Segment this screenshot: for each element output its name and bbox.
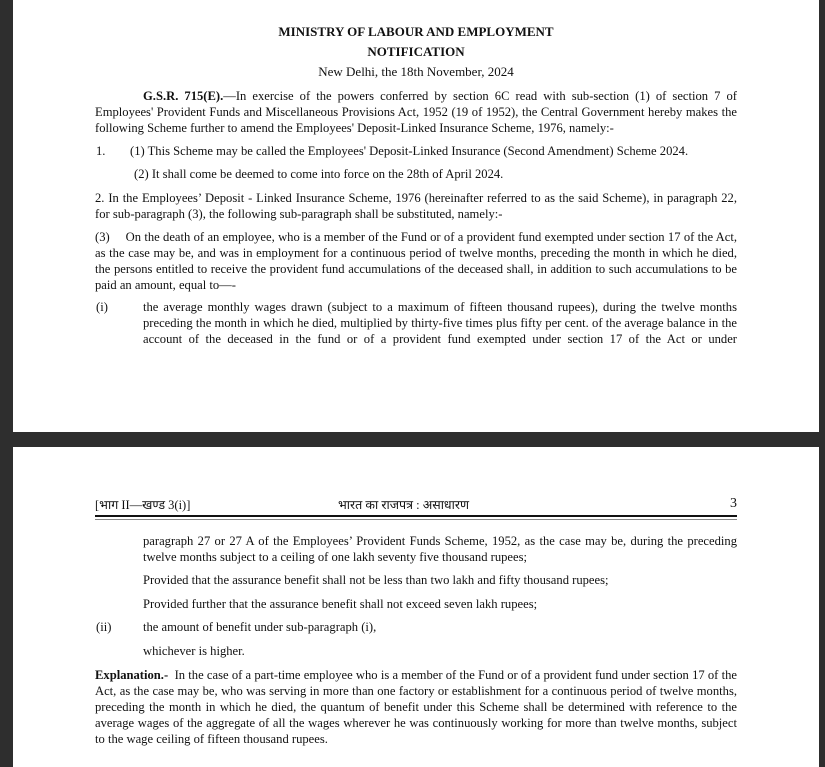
ministry-heading: MINISTRY OF LABOUR AND EMPLOYMENT (278, 24, 554, 39)
place-date: New Delhi, the 18th November, 2024 (318, 64, 514, 79)
header-rule-thick (95, 515, 737, 517)
clause-2-paragraph: 2. In the Employees’ Deposit - Linked Insurance Scheme, 1976 (hereinafter referred to as the said Scheme), in paragraph 22, for sub-paragraph (3), the following sub-paragraph shall be substituted, namely:- (95, 191, 737, 221)
preamble-text: —In exercise of the powers conferred by section 6C read with sub-section (1) of section 7 of Employees' Provident Funds and Miscellaneous Provisions Act, 1952 (19 of 1952), the Central Government hereby makes the following Scheme further to amend the Employees' Deposit-Linked Insurance Scheme, 1976, namely:- (95, 89, 737, 135)
gazette-part-label: [भाग II—खण्ड 3(i)] (95, 498, 191, 512)
explanation-paragraph (95, 667, 741, 747)
explanation-label: Explanation.- (95, 668, 169, 682)
notification-heading: NOTIFICATION (367, 44, 465, 59)
proviso-1: Provided that the assurance benefit shall not be less than two lakh and fifty thousand rupees; (143, 573, 609, 587)
item-i-label: (i) (96, 300, 108, 314)
item-ii-text: the amount of benefit under sub-paragraph (i), (143, 620, 377, 634)
proviso-2: Provided further that the assurance benefit shall not exceed seven lakh rupees; (143, 597, 538, 611)
gsr-label: G.S.R. 715(E). (143, 89, 224, 103)
header-rule-thin (95, 519, 737, 520)
subparagraph-3: (3) On the death of an employee, who is a member of the Fund or of a provident fund exempted under section 17 of the Act, as the case may be, and was in employment for a continuous period of twelve months, preceding the month in which he died, the persons entitled to receive the provident fund accumulations of the deceased shall, in addition to such accumulations to be paid an amount, equal to—- (95, 230, 737, 292)
explanation-text: In the case of a part-time employee who is a member of the Fund or of a provident fund under section 17 of the Act, as the case may be, who was serving in more than one factory or establishment for a continuous period of twelve months, preceding the month in which he died, the quantum of benefit under this Scheme shall be determined with reference to the average wages of the aggregate of all the wages wherever he was continuously working for more than twelve months, subject to the wage ceiling of fifteen thousand rupees. (95, 668, 741, 746)
gazette-running-header (95, 497, 737, 517)
item-i-continued-text: paragraph 27 or 27 A of the Employees’ Provident Funds Scheme, 1952, as the case may be, during the preceding twelve months subject to a ceiling of one lakh seventy five thousand rupees; (143, 534, 737, 564)
clause-1-sub-1: (1) This Scheme may be called the Employees' Deposit-Linked Insurance (Second Amendment) Scheme 2024. (130, 144, 689, 158)
clause-1-number: 1. (96, 144, 106, 158)
gazette-title: भारत का राजपत्र : असाधारण (338, 498, 470, 512)
document-page-2 (13, 447, 819, 767)
page-number: 3 (730, 496, 737, 511)
item-ii-label: (ii) (96, 620, 112, 634)
preamble-paragraph (95, 88, 737, 136)
document-page-1 (13, 0, 819, 432)
item-i-text: the average monthly wages drawn (subject to a maximum of fifteen thousand rupees), during the twelve months preceding the month in which he died, multiplied by thirty-five times plus fifty per cent. of the average balance in the account of the deceased in the fund or of a provident fund exempted under section 17 of the Act or under (143, 300, 737, 346)
clause-1-sub-2: (2) It shall come be deemed to come into force on the 28th of April 2024. (134, 167, 504, 181)
whichever-text: whichever is higher. (143, 644, 245, 658)
